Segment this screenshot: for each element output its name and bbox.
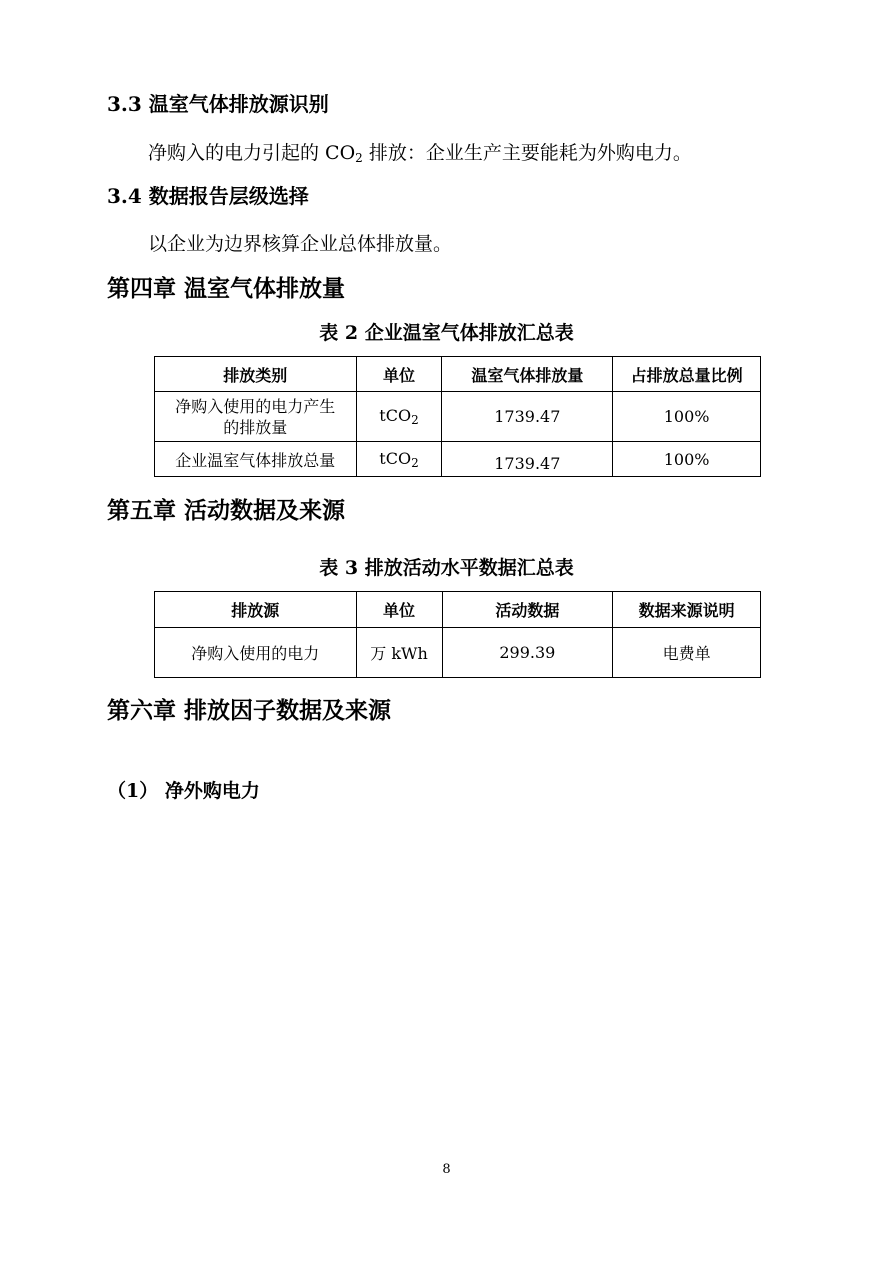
category-cell <box>155 392 357 442</box>
unit-base: tCO <box>379 406 412 425</box>
source-cell: 净购入使用的电力 <box>155 628 357 678</box>
section-3-3-body <box>148 138 692 165</box>
section-3-3-heading: 3.3 温室气体排放源识别 <box>107 92 329 116</box>
chapter-4-title: 第四章 温室气体排放量 <box>107 275 346 302</box>
emission-cell: 1739.47 <box>442 392 613 442</box>
data-source-cell: 电费单 <box>613 628 761 678</box>
table-header-row <box>155 357 761 392</box>
unit-base: tCO <box>379 448 412 468</box>
header-unit: 单位 <box>356 357 442 392</box>
header-share: 占排放总量比例 <box>613 357 761 392</box>
header-activity: 活动数据 <box>442 592 613 628</box>
unit-cell <box>356 392 442 442</box>
emission-cell: 1739.47 <box>442 442 613 477</box>
table-2-caption: 表 2 企业温室气体排放汇总表 <box>319 322 574 344</box>
share-cell: 100% <box>613 392 761 442</box>
header-emission: 温室气体排放量 <box>442 357 613 392</box>
table-header-row <box>155 592 761 628</box>
section-3-3-body-subscript: 2 <box>355 151 363 165</box>
section-3-4-body: 以企业为边界核算企业总体排放量。 <box>148 233 453 255</box>
header-category: 排放类别 <box>155 357 357 392</box>
activity-cell: 299.39 <box>442 628 613 678</box>
chapter-5-title: 第五章 活动数据及来源 <box>107 497 346 524</box>
unit-cell: 万 kWh <box>356 628 442 678</box>
emissions-summary-table <box>154 356 761 477</box>
activity-data-table <box>154 591 761 678</box>
unit-cell <box>356 442 442 477</box>
section-3-4-heading: 3.4 数据报告层级选择 <box>107 184 309 208</box>
category-line-1: 净购入使用的电力产生 <box>175 396 336 416</box>
table-row <box>155 392 761 442</box>
category-cell: 企业温室气体排放总量 <box>155 442 357 477</box>
item-purchased-electricity: （1） 净外购电力 <box>107 780 260 802</box>
section-3-3-body-pre: 净购入的电力引起的 CO <box>148 142 356 164</box>
header-data-source: 数据来源说明 <box>613 592 761 628</box>
section-3-3-body-post: 排放：企业生产主要能耗为外购电力。 <box>362 142 692 164</box>
page-number: 8 <box>442 1162 451 1177</box>
table-row <box>155 442 761 477</box>
unit-subscript: 2 <box>411 413 419 427</box>
table-row <box>155 628 761 678</box>
unit-subscript: 2 <box>411 455 419 470</box>
chapter-6-title: 第六章 排放因子数据及来源 <box>107 697 392 724</box>
category-line-2: 的排放量 <box>223 417 288 437</box>
share-cell: 100% <box>613 442 761 477</box>
header-unit: 单位 <box>356 592 442 628</box>
header-source: 排放源 <box>155 592 357 628</box>
table-3-caption: 表 3 排放活动水平数据汇总表 <box>319 557 574 579</box>
